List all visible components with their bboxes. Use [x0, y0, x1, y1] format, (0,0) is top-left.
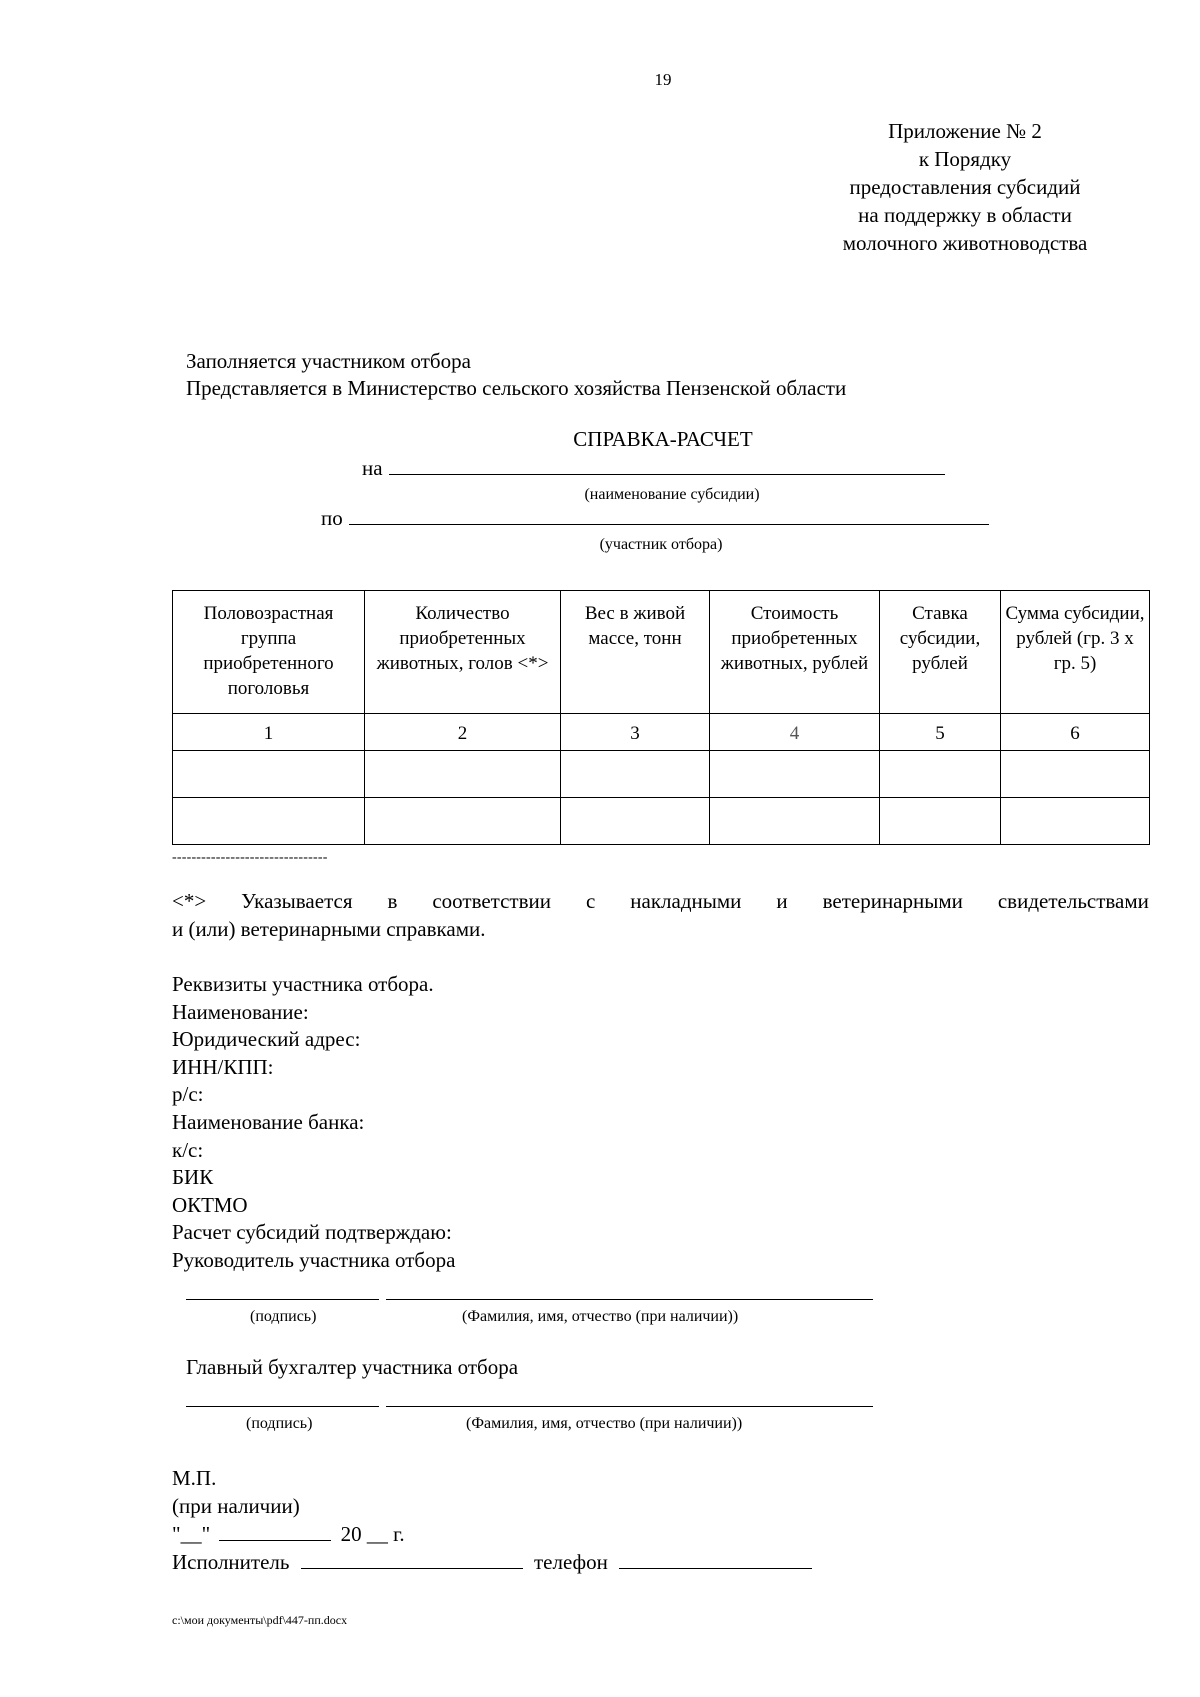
intro-filled-by: Заполняется участником отбора — [186, 349, 471, 373]
requisite-name-label: Наименование: — [172, 999, 309, 1024]
table-cell[interactable] — [561, 798, 710, 845]
accountant-signature-caption: (подпись) — [246, 1415, 313, 1432]
date-line — [172, 1522, 405, 1547]
footnote-word: Указывается — [241, 889, 353, 913]
column-number: 3 — [561, 714, 710, 751]
footnote-word: в — [387, 889, 398, 913]
phone-label: телефон — [533, 1550, 608, 1574]
column-number: 4 — [710, 714, 880, 751]
table-cell[interactable] — [561, 751, 710, 798]
participant-name-field[interactable] — [349, 507, 989, 525]
footnote-word: ветеринарными — [822, 889, 963, 913]
requisite-inn-kpp-label: ИНН/КПП: — [172, 1054, 274, 1079]
head-name-caption: (Фамилия, имя, отчество (при наличии)) — [462, 1308, 739, 1325]
chief-accountant-label: Главный бухгалтер участника отбора — [186, 1355, 519, 1379]
column-number: 1 — [173, 714, 365, 751]
table-cell[interactable] — [365, 798, 561, 845]
stamp-if-any: (при наличии) — [172, 1494, 300, 1518]
footnote-word: свидетельствами — [997, 889, 1149, 913]
table-cell[interactable] — [880, 751, 1001, 798]
executor-name-field[interactable] — [301, 1551, 523, 1569]
footnote-word: <*> — [172, 889, 207, 913]
head-name-field[interactable] — [386, 1299, 873, 1300]
appendix-line: молочного животноводства — [842, 231, 1088, 255]
table-header-row — [173, 591, 1150, 714]
page-number: 19 — [654, 70, 672, 89]
participant-requisites — [172, 971, 455, 1275]
appendix-line: предоставления субсидий — [849, 175, 1081, 199]
column-number: 6 — [1001, 714, 1150, 751]
table-cell[interactable] — [365, 751, 561, 798]
footnote-word: накладными — [630, 889, 742, 913]
column-number: 2 — [365, 714, 561, 751]
table-cell[interactable] — [173, 798, 365, 845]
subsidy-name-line — [362, 456, 945, 481]
table-cell[interactable] — [1001, 798, 1150, 845]
column-header-subsidy-amount: Сумма субсидии, рублей (гр. 3 х гр. 5) — [1001, 591, 1150, 714]
head-signature-field[interactable] — [186, 1299, 379, 1300]
appendix-header — [770, 117, 1160, 257]
column-number-row — [173, 714, 1150, 751]
column-header-subsidy-rate: Ставка субсидии, рублей — [880, 591, 1001, 714]
table-cell[interactable] — [1001, 751, 1150, 798]
date-year: 20 __ г. — [340, 1522, 405, 1546]
column-header-animal-cost: Стоимость приобретенных животных, рублей — [710, 591, 880, 714]
participant-hint: (участник отбора) — [599, 536, 723, 553]
intro-submitted-to: Представляется в Министерство сельского хозяйства Пензенской области — [186, 376, 847, 400]
column-header-animal-count: Количество приобретенных животных, голов <*> — [365, 591, 561, 714]
table-cell[interactable] — [710, 751, 880, 798]
footnote-line — [172, 887, 1149, 915]
executor-line — [172, 1550, 812, 1575]
footnote-word: и — [776, 889, 788, 913]
footer-file-path: c:\мои документы\pdf\447-пп.docx — [172, 1613, 348, 1627]
head-label: Руководитель участника отбора — [172, 1247, 456, 1272]
footnote-line: и (или) ветеринарными справками. — [172, 917, 486, 941]
table-cell[interactable] — [173, 751, 365, 798]
appendix-line: к Порядку — [918, 147, 1012, 171]
date-month-field[interactable] — [219, 1523, 331, 1541]
footnote-word: соответствии — [432, 889, 552, 913]
phone-field[interactable] — [619, 1551, 812, 1569]
requisite-oktmo-label: ОКТМО — [172, 1192, 248, 1217]
confirmation-label: Расчет субсидий подтверждаю: — [172, 1220, 452, 1245]
appendix-line: Приложение № 2 — [888, 119, 1042, 143]
footnote — [172, 887, 1149, 943]
column-header-age-group: Половозрастная группа приобретенного поголовья — [173, 591, 365, 714]
requisite-account-label: р/с: — [172, 1082, 204, 1107]
subsidy-name-hint: (наименование субсидии) — [584, 486, 760, 503]
stamp-label: М.П. — [172, 1466, 217, 1490]
requisite-bank-label: Наименование банка: — [172, 1109, 365, 1134]
accountant-signature-field[interactable] — [186, 1406, 379, 1407]
column-number: 5 — [880, 714, 1001, 751]
appendix-line: на поддержку в области — [858, 203, 1072, 227]
subsidy-name-field[interactable] — [389, 457, 945, 475]
table-row — [173, 798, 1150, 845]
table-cell[interactable] — [710, 798, 880, 845]
table-cell[interactable] — [880, 798, 1001, 845]
participant-prefix: по — [321, 506, 343, 530]
requisite-address-label: Юридический адрес: — [172, 1027, 361, 1052]
column-header-live-weight: Вес в живой массе, тонн — [561, 591, 710, 714]
requisite-corr-account-label: к/с: — [172, 1137, 204, 1162]
document-title: СПРАВКА-РАСЧЕТ — [573, 427, 753, 451]
table-row — [173, 751, 1150, 798]
participant-line — [321, 506, 989, 531]
footnote-word: с — [585, 889, 596, 913]
executor-label: Исполнитель — [172, 1550, 290, 1574]
calculation-table — [172, 590, 1150, 845]
footnote-separator: -------------------------------- — [172, 850, 328, 865]
requisites-heading: Реквизиты участника отбора. — [172, 972, 434, 996]
accountant-name-caption: (Фамилия, имя, отчество (при наличии)) — [466, 1415, 743, 1432]
date-day: "__" — [172, 1522, 211, 1546]
subsidy-prefix: на — [362, 456, 383, 480]
head-signature-caption: (подпись) — [250, 1308, 317, 1325]
accountant-name-field[interactable] — [386, 1406, 873, 1407]
requisite-bik-label: БИК — [172, 1165, 214, 1190]
